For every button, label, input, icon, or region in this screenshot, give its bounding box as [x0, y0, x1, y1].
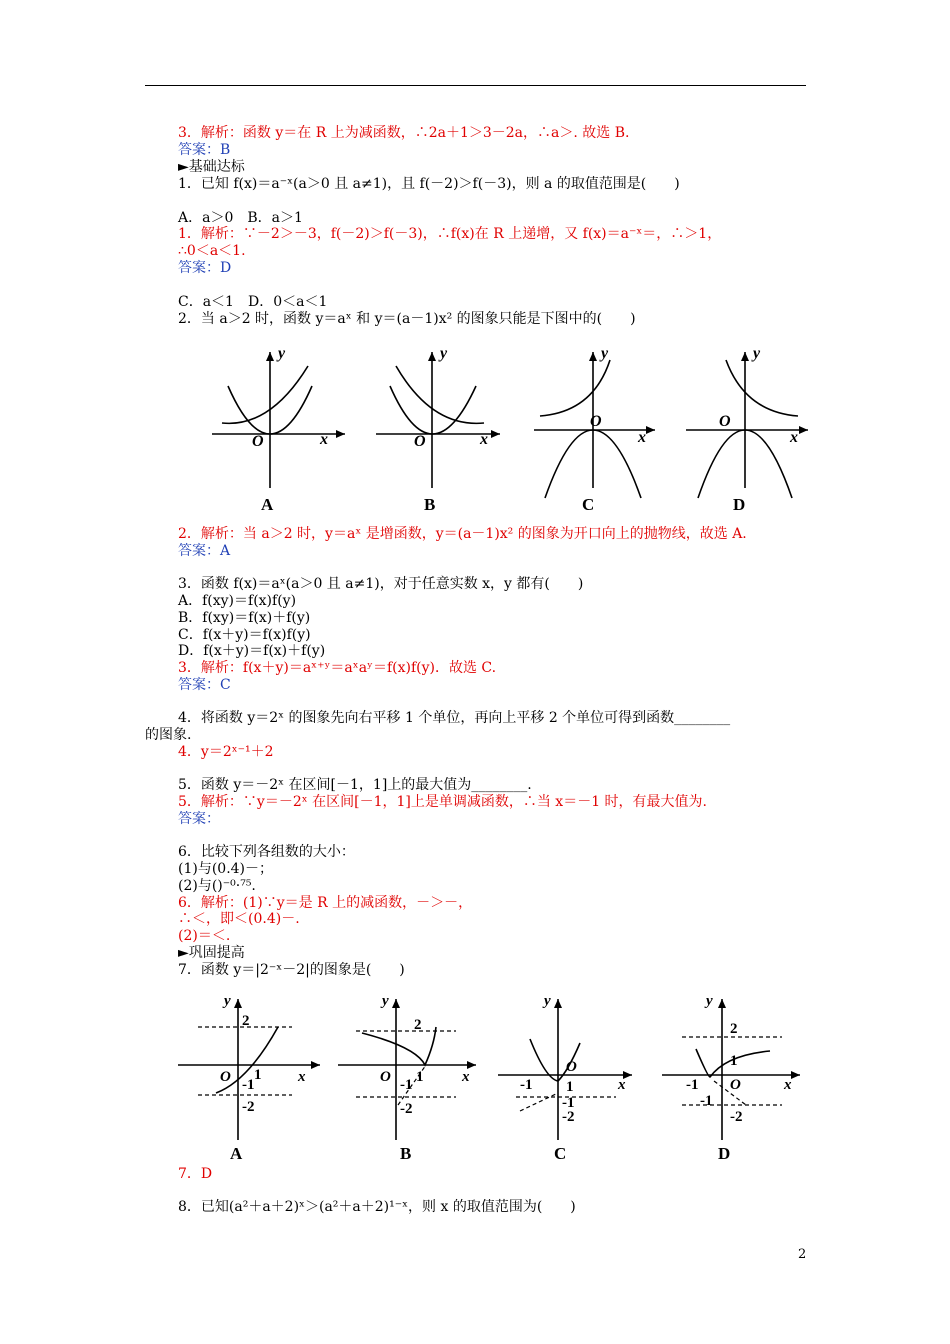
fig7-b-tick-2: 2 [414, 1017, 422, 1033]
fig7-d-tick-m2: -2 [730, 1109, 743, 1125]
q5-analysis: 5．解析：∵y＝－2ˣ 在区间[－1，1]上是单调减函数，∴当 x＝－1 时，有最大值为. [178, 794, 707, 810]
fig2-a-origin: O [252, 433, 264, 450]
fig7-c-y-label: y [544, 993, 551, 1009]
q3-prev-analysis: 3．解析：函数 y＝在 R 上为减函数，∴2a＋1＞3－2a，∴a＞. 故选 B. [178, 125, 630, 141]
fig7-label-c: C [554, 1144, 567, 1163]
q6-stem: 6．比较下列各组数的大小： [178, 844, 355, 860]
fig7-c-x-label: x [618, 1077, 626, 1093]
q2-stem: 2．当 a＞2 时，函数 y＝aˣ 和 y＝(a－1)x² 的图象只能是下图中的( ) [178, 311, 636, 327]
q8-stem: 8．已知(a²＋a＋2)ˣ＞(a²＋a＋2)¹⁻ˣ，则 x 的取值范围为( ) [178, 1199, 576, 1215]
q5-answer: 答案： [178, 811, 220, 827]
section-advanced: ►巩固提高 [178, 945, 245, 961]
fig7-a-x-label: x [298, 1069, 306, 1085]
q3-prev-answer: 答案：B [178, 142, 231, 158]
fig7-b-x-label: x [462, 1069, 470, 1085]
fig7-a-tick-m2: -2 [242, 1099, 255, 1115]
q1-options-ab: A．a＞0 B．a＞1 [178, 210, 303, 226]
fig2-a-x-label: x [320, 431, 328, 448]
fig7-b-tick-m1: -1 [400, 1077, 413, 1093]
fig2-c-origin: O [590, 413, 602, 430]
fig7-d-tick-1: 1 [730, 1053, 738, 1069]
q6-analysis-cont: ∴＜，即＜(0.4)－. [178, 911, 300, 927]
q1-options-cd: C．a＜1 D．0＜a＜1 [178, 294, 328, 310]
fig7-d-x-label: x [784, 1077, 792, 1093]
fig2-b-origin: O [414, 433, 426, 450]
fig2-b-x-label: x [480, 431, 488, 448]
q7-answer: 7．D [178, 1166, 213, 1182]
fig7-label-d: D [718, 1144, 731, 1163]
fig7-d-tick-m1b: -1 [700, 1093, 713, 1109]
section-basic: ►基础达标 [178, 159, 245, 175]
fig7-c-tick-m1: -1 [520, 1077, 533, 1093]
q6-part1: (1)与(0.4)－； [178, 861, 274, 877]
fig2-label-b: B [424, 495, 436, 514]
q2-analysis: 2．解析：当 a＞2 时，y＝aˣ 是增函数，y＝(a－1)x² 的图象为开口向上的抛物线，故选 A. [178, 526, 747, 542]
q4-stem: 4．将函数 y＝2ˣ 的图象先向右平移 1 个单位，再向上平移 2 个单位可得到函数________ [178, 710, 731, 726]
fig7-b-y-label: y [382, 993, 389, 1009]
fig7-b-tick-m2: -2 [400, 1101, 413, 1117]
fig7-a-tick-1: 1 [254, 1067, 262, 1083]
q3-analysis: 3．解析：f(x＋y)＝aˣ⁺ʸ＝aˣaʸ＝f(x)f(y)．故选 C. [178, 660, 497, 676]
q2-figure [200, 338, 810, 518]
q6-analysis-part2: (2)＝＜. [178, 928, 231, 944]
q3-option-c: C．f(x＋y)＝f(x)f(y) [178, 627, 311, 643]
fig7-c-tick-m1b: -1 [562, 1095, 575, 1111]
fig2-d-origin: O [719, 413, 731, 430]
fig2-c-x-label: x [638, 429, 646, 446]
fig7-a-origin: O [220, 1069, 231, 1085]
fig7-a-tick-2: 2 [242, 1013, 250, 1029]
q3-answer: 答案：C [178, 677, 231, 693]
fig7-label-a: A [230, 1144, 243, 1163]
q3-option-b: B．f(xy)＝f(x)＋f(y) [178, 610, 311, 626]
q1-stem: 1．已知 f(x)＝a⁻ˣ(a＞0 且 a≠1)，且 f(－2)＞f(－3)，则 a 的取值范围是( ) [178, 176, 680, 192]
q1-analysis-cont: ∴0＜a＜1. [178, 243, 246, 259]
q6-part2: (2)与()⁻⁰·⁷⁵. [178, 878, 256, 894]
fig2-d-y-label: y [753, 345, 761, 362]
q4-stem-cont: 的图象. [145, 727, 192, 743]
q5-stem: 5．函数 y＝－2ˣ 在区间[－1，1]上的最大值为________. [178, 777, 532, 793]
header-rule [145, 85, 806, 86]
q3-option-d: D．f(x＋y)＝f(x)＋f(y) [178, 643, 326, 659]
fig7-b-tick-1: 1 [416, 1069, 424, 1085]
fig2-label-a: A [261, 495, 274, 514]
fig7-d-tick-2: 2 [730, 1021, 738, 1037]
q3-option-a: A．f(xy)＝f(x)f(y) [178, 593, 297, 609]
fig2-label-c: C [582, 495, 595, 514]
fig7-c-tick-m2: -2 [562, 1109, 575, 1125]
fig7-a-y-label: y [224, 993, 231, 1009]
fig7-d-y-label: y [706, 993, 713, 1009]
q4-answer: 4．y＝2ˣ⁻¹＋2 [178, 744, 274, 760]
fig2-label-d: D [733, 495, 746, 514]
fig7-d-tick-m1: -1 [686, 1077, 699, 1093]
fig2-b-y-label: y [440, 345, 448, 362]
fig7-c-origin: O [566, 1059, 577, 1075]
q7-figure [170, 985, 810, 1165]
q2-answer: 答案：A [178, 543, 231, 559]
q3-stem: 3．函数 f(x)＝aˣ(a＞0 且 a≠1)，对于任意实数 x，y 都有( ) [178, 576, 584, 592]
fig2-c-y-label: y [601, 345, 609, 362]
page-number: 2 [798, 1247, 807, 1262]
q7-stem: 7．函数 y＝|2⁻ˣ－2|的图象是( ) [178, 962, 405, 978]
q1-answer: 答案：D [178, 260, 232, 276]
q1-analysis: 1．解析：∵－2＞－3，f(－2)＞f(－3)，∴f(x)在 R 上递增，又 f(x)＝a⁻ˣ＝，∴＞1， [178, 226, 722, 242]
fig7-c-tick-1: 1 [566, 1079, 574, 1095]
fig2-a-y-label: y [278, 345, 286, 362]
fig2-d-x-label: x [790, 429, 798, 446]
fig7-label-b: B [400, 1144, 412, 1163]
q6-analysis: 6．解析：(1)∵y＝是 R 上的减函数，－＞－， [178, 895, 473, 911]
fig7-a-tick-m1: -1 [242, 1077, 255, 1093]
fig7-d-origin: O [730, 1077, 741, 1093]
fig7-b-origin: O [380, 1069, 391, 1085]
